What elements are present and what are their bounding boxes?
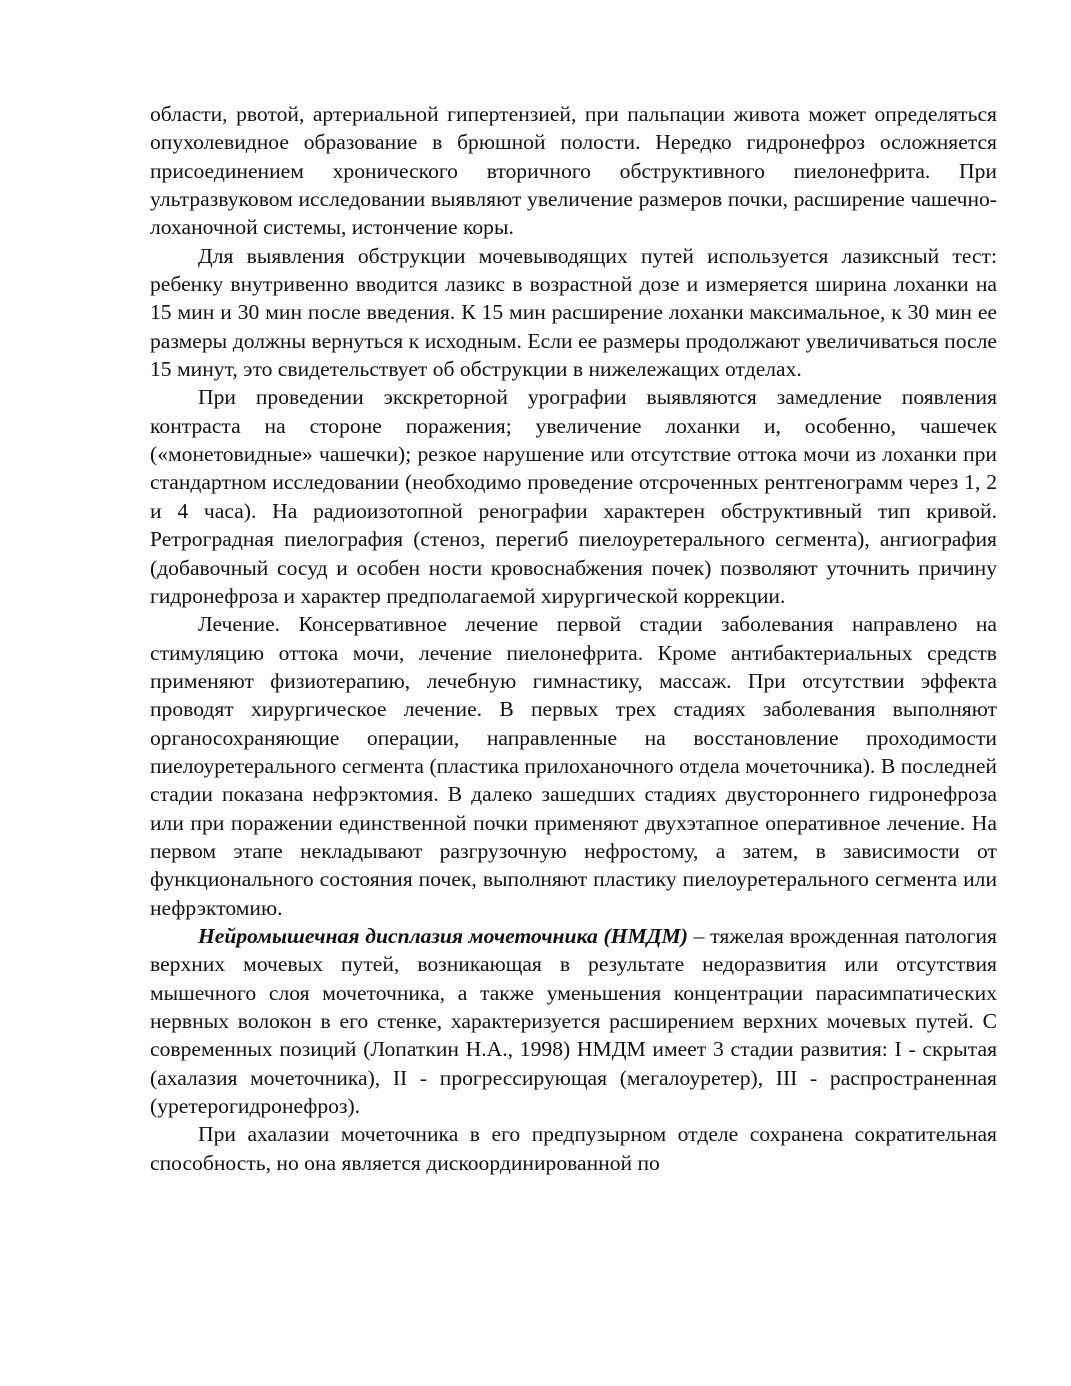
paragraph-text: Лечение. Консервативное лечение первой стадии заболевания направлено на стимуляцию оттока мочи, лечение пиелонефрита. Кроме антибактериальных средств применяют физиотерапию, лечебную гимнастику, массаж. При отсутствии эффекта проводят хирургическое лечение. В первых трех стадиях заболевания выполняют органосохраняющие операции, направленные на восстановление проходимости пиелоуретерального сегмента (пластика прилоханочного отдела мочеточника). В последней стадии показана нефрэктомия. В далеко зашедших стадиях двустороннего гидронефроза или при поражении единственной почки применяют двухэтапное оперативное лечение. На первом этапе некладывают разгрузочную нефростому, а затем, в зависимости от функционального состояния почек, выполняют пластику пиелоуретерального сегмента или нефрэктомию. xyxy=(150,612,997,920)
paragraph-hydronephrosis-symptoms xyxy=(150,100,997,242)
paragraph-nmdm-definition xyxy=(150,922,997,1120)
paragraph-achalasia xyxy=(150,1120,997,1177)
term-heading: Нейромышечная дисплазия мочеточника (НМДМ) xyxy=(198,923,688,948)
paragraph-lasix-test xyxy=(150,242,997,384)
document-page xyxy=(150,100,997,1177)
paragraph-text: – тяжелая врожденная патология верхних мочевых путей, возникающая в результате недоразвития или отсутствия мышечного слоя мочеточника, а также уменьшения концентрации парасимпатических нервных волокон в его стенке, характеризуется расширением верхних мочевых путей. С современных позиций (Лопаткин Н.А., 1998) НМДМ имеет 3 стадии развития: I - скрытая (ахалазия мочеточника), II - прогрессирующая (мегалоуретер), III - распространенная (уретерогидронефроз). xyxy=(150,923,997,1119)
paragraph-text: При проведении экскреторной урографии выявляются замедление появления контраста на стороне поражения; увеличение лоханки и, особенно, чашечек («монетовидные» чашечки); резкое нарушение или отсутствие оттока мочи из лоханки при стандартном исследовании (необходимо проведение отсроченных рентгенограмм через 1, 2 и 4 часа). На радиоизотопной ренографии характерен обструктивный тип кривой. Ретроградная пиелография (стеноз, перегиб пиелоуретерального сегмента), ангиография (добавочный сосуд и особен ности кровоснабжения почек) позволяют уточнить причину гидронефроза и характер предполагаемой хирургической коррекции. xyxy=(150,385,997,608)
paragraph-text: Для выявления обструкции мочевыводящих путей используется лазиксный тест: ребенку внутривенно вводится лазикс в возрастной дозе и измеряется ширина лоханки на 15 мин и 30 мин после введения. К 15 мин расширение лоханки максимальное, к 30 мин ее размеры должны вернуться к исходным. Если ее размеры продолжают увеличиваться после 15 минут, это свидетельствует об обструкции в нижележащих отделах. xyxy=(150,243,997,382)
paragraph-urography xyxy=(150,383,997,610)
paragraph-text: При ахалазии мочеточника в его предпузырном отделе сохранена сократительная способность, но она является дискоординированной по xyxy=(150,1122,997,1175)
paragraph-text: области, рвотой, артериальной гипертензией, при пальпации живота может определяться опухолевидное образование в брюшной полости. Нередко гидронефроз осложняется присоединением хронического вторичного обструктивного пиелонефрита. При ультразвуковом исследовании выявляют увеличение размеров почки, расширение чашечно-лоханочной системы, истончение коры. xyxy=(150,102,997,240)
paragraph-treatment xyxy=(150,610,997,922)
